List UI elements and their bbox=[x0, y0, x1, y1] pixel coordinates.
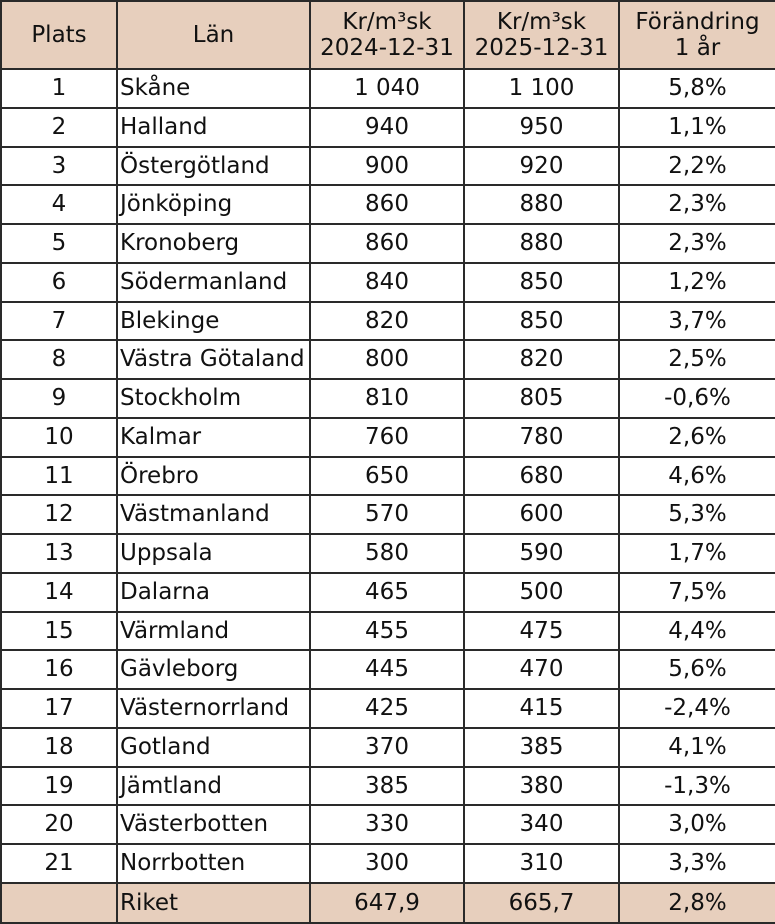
table-row bbox=[1, 340, 775, 379]
cell-price-2025: 820 bbox=[464, 340, 619, 379]
table-row bbox=[1, 418, 775, 457]
cell-county: Södermanland bbox=[117, 263, 310, 302]
cell-county: Västernorrland bbox=[117, 689, 310, 728]
table-footer bbox=[1, 883, 775, 923]
cell-rank: 13 bbox=[1, 534, 117, 573]
table-row bbox=[1, 728, 775, 767]
cell-county: Västerbotten bbox=[117, 805, 310, 844]
header-change bbox=[619, 1, 775, 69]
cell-county: Kronoberg bbox=[117, 224, 310, 263]
cell-price-2024: 330 bbox=[310, 805, 464, 844]
cell-price-2025: 475 bbox=[464, 612, 619, 651]
table-body bbox=[1, 69, 775, 883]
cell-price-2024: 650 bbox=[310, 457, 464, 496]
cell-price-2024: 445 bbox=[310, 650, 464, 689]
header-county: Län bbox=[117, 1, 310, 69]
cell-rank: 11 bbox=[1, 457, 117, 496]
cell-rank: 5 bbox=[1, 224, 117, 263]
table-row bbox=[1, 689, 775, 728]
header-row bbox=[1, 1, 775, 69]
cell-rank: 8 bbox=[1, 340, 117, 379]
cell-rank: 4 bbox=[1, 185, 117, 224]
table-header bbox=[1, 1, 775, 69]
cell-price-2024: 1 040 bbox=[310, 69, 464, 108]
cell-county: Värmland bbox=[117, 612, 310, 651]
cell-rank: 2 bbox=[1, 108, 117, 147]
cell-county: Västmanland bbox=[117, 495, 310, 534]
cell-county: Halland bbox=[117, 108, 310, 147]
total-label: Riket bbox=[117, 883, 310, 923]
cell-change: 1,7% bbox=[619, 534, 775, 573]
cell-price-2024: 385 bbox=[310, 767, 464, 806]
cell-change: 4,1% bbox=[619, 728, 775, 767]
cell-price-2024: 580 bbox=[310, 534, 464, 573]
table-row bbox=[1, 457, 775, 496]
cell-change: 4,6% bbox=[619, 457, 775, 496]
cell-price-2025: 850 bbox=[464, 263, 619, 302]
cell-price-2024: 810 bbox=[310, 379, 464, 418]
cell-change: 2,5% bbox=[619, 340, 775, 379]
table-row bbox=[1, 302, 775, 341]
cell-price-2025: 340 bbox=[464, 805, 619, 844]
cell-rank: 10 bbox=[1, 418, 117, 457]
cell-price-2025: 500 bbox=[464, 573, 619, 612]
cell-county: Jönköping bbox=[117, 185, 310, 224]
cell-price-2025: 310 bbox=[464, 844, 619, 883]
cell-price-2024: 455 bbox=[310, 612, 464, 651]
cell-county: Blekinge bbox=[117, 302, 310, 341]
cell-rank: 7 bbox=[1, 302, 117, 341]
table-row bbox=[1, 650, 775, 689]
cell-change: 1,1% bbox=[619, 108, 775, 147]
cell-county: Kalmar bbox=[117, 418, 310, 457]
cell-price-2025: 380 bbox=[464, 767, 619, 806]
cell-rank: 9 bbox=[1, 379, 117, 418]
header-price-2024 bbox=[310, 1, 464, 69]
total-rank bbox=[1, 883, 117, 923]
total-price-2024: 647,9 bbox=[310, 883, 464, 923]
total-price-2025: 665,7 bbox=[464, 883, 619, 923]
cell-change: 5,6% bbox=[619, 650, 775, 689]
cell-county: Norrbotten bbox=[117, 844, 310, 883]
cell-change: 2,6% bbox=[619, 418, 775, 457]
cell-county: Örebro bbox=[117, 457, 310, 496]
cell-price-2025: 1 100 bbox=[464, 69, 619, 108]
cell-change: 3,0% bbox=[619, 805, 775, 844]
cell-change: 2,2% bbox=[619, 147, 775, 186]
cell-price-2025: 780 bbox=[464, 418, 619, 457]
table-row bbox=[1, 844, 775, 883]
cell-county: Skåne bbox=[117, 69, 310, 108]
cell-price-2025: 920 bbox=[464, 147, 619, 186]
total-change: 2,8% bbox=[619, 883, 775, 923]
cell-price-2025: 850 bbox=[464, 302, 619, 341]
cell-change: -2,4% bbox=[619, 689, 775, 728]
cell-rank: 14 bbox=[1, 573, 117, 612]
cell-price-2024: 425 bbox=[310, 689, 464, 728]
table-row bbox=[1, 147, 775, 186]
cell-rank: 20 bbox=[1, 805, 117, 844]
cell-change: 5,3% bbox=[619, 495, 775, 534]
cell-change: 5,8% bbox=[619, 69, 775, 108]
cell-rank: 3 bbox=[1, 147, 117, 186]
cell-price-2025: 805 bbox=[464, 379, 619, 418]
cell-price-2025: 590 bbox=[464, 534, 619, 573]
cell-county: Uppsala bbox=[117, 534, 310, 573]
cell-price-2024: 570 bbox=[310, 495, 464, 534]
table-row bbox=[1, 185, 775, 224]
cell-rank: 16 bbox=[1, 650, 117, 689]
cell-price-2024: 860 bbox=[310, 224, 464, 263]
header-change-period: 1 år bbox=[674, 35, 721, 61]
cell-price-2024: 840 bbox=[310, 263, 464, 302]
header-price-2024-unit: Kr/m³sk bbox=[342, 8, 432, 35]
cell-county: Östergötland bbox=[117, 147, 310, 186]
cell-change: 3,7% bbox=[619, 302, 775, 341]
cell-rank: 1 bbox=[1, 69, 117, 108]
header-price-2024-date: 2024-12-31 bbox=[320, 35, 454, 61]
cell-price-2025: 600 bbox=[464, 495, 619, 534]
total-row bbox=[1, 883, 775, 923]
header-change-label: Förändring bbox=[635, 8, 760, 35]
cell-rank: 21 bbox=[1, 844, 117, 883]
cell-price-2024: 820 bbox=[310, 302, 464, 341]
cell-price-2024: 940 bbox=[310, 108, 464, 147]
cell-price-2024: 760 bbox=[310, 418, 464, 457]
cell-rank: 6 bbox=[1, 263, 117, 302]
cell-rank: 15 bbox=[1, 612, 117, 651]
cell-price-2025: 415 bbox=[464, 689, 619, 728]
header-price-2025-unit: Kr/m³sk bbox=[496, 8, 587, 35]
cell-county: Jämtland bbox=[117, 767, 310, 806]
cell-change: 2,3% bbox=[619, 224, 775, 263]
cell-rank: 12 bbox=[1, 495, 117, 534]
cell-change: 3,3% bbox=[619, 844, 775, 883]
header-price-2025 bbox=[464, 1, 619, 69]
table-row bbox=[1, 263, 775, 302]
cell-change: 1,2% bbox=[619, 263, 775, 302]
cell-change: 7,5% bbox=[619, 573, 775, 612]
cell-price-2024: 860 bbox=[310, 185, 464, 224]
cell-price-2025: 950 bbox=[464, 108, 619, 147]
table-row bbox=[1, 805, 775, 844]
table-row bbox=[1, 379, 775, 418]
cell-county: Dalarna bbox=[117, 573, 310, 612]
cell-change: -1,3% bbox=[619, 767, 775, 806]
table-row bbox=[1, 612, 775, 651]
cell-rank: 17 bbox=[1, 689, 117, 728]
cell-rank: 19 bbox=[1, 767, 117, 806]
cell-county: Gävleborg bbox=[117, 650, 310, 689]
cell-change: 2,3% bbox=[619, 185, 775, 224]
cell-price-2025: 680 bbox=[464, 457, 619, 496]
header-price-2025-date: 2025-12-31 bbox=[474, 35, 609, 61]
cell-county: Gotland bbox=[117, 728, 310, 767]
cell-price-2025: 470 bbox=[464, 650, 619, 689]
table-row bbox=[1, 573, 775, 612]
cell-county: Stockholm bbox=[117, 379, 310, 418]
cell-change: 4,4% bbox=[619, 612, 775, 651]
cell-county: Västra Götaland bbox=[117, 340, 310, 379]
table-row bbox=[1, 495, 775, 534]
cell-change: -0,6% bbox=[619, 379, 775, 418]
table-row bbox=[1, 224, 775, 263]
cell-price-2024: 370 bbox=[310, 728, 464, 767]
cell-price-2025: 385 bbox=[464, 728, 619, 767]
table-row bbox=[1, 767, 775, 806]
cell-price-2025: 880 bbox=[464, 185, 619, 224]
table-row bbox=[1, 108, 775, 147]
cell-price-2024: 900 bbox=[310, 147, 464, 186]
table-row bbox=[1, 69, 775, 108]
cell-price-2025: 880 bbox=[464, 224, 619, 263]
cell-price-2024: 800 bbox=[310, 340, 464, 379]
table-row bbox=[1, 534, 775, 573]
cell-rank: 18 bbox=[1, 728, 117, 767]
cell-price-2024: 300 bbox=[310, 844, 464, 883]
header-rank: Plats bbox=[1, 1, 117, 69]
cell-price-2024: 465 bbox=[310, 573, 464, 612]
